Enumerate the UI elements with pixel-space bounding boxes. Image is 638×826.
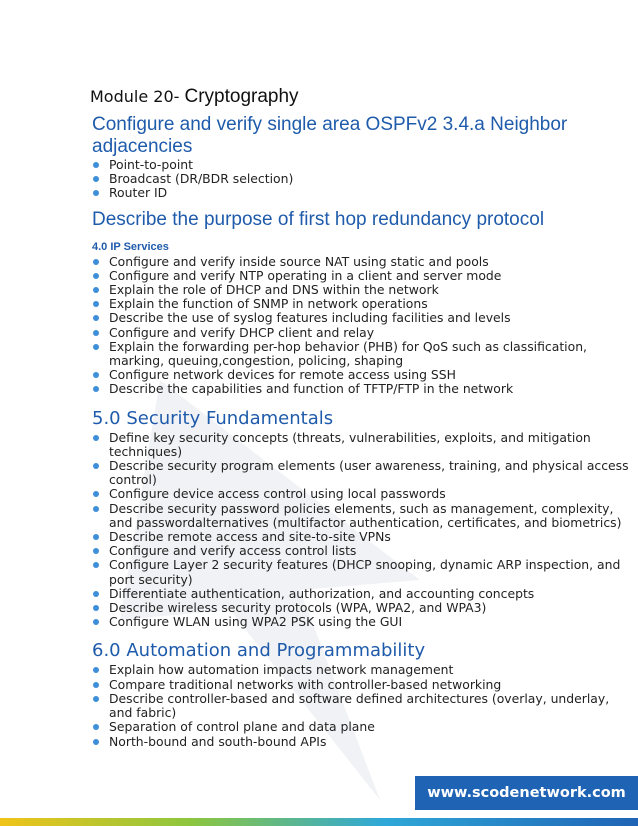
list-item: Configure and verify inside source NAT using static and pools	[92, 255, 636, 269]
footer-gradient-bar	[0, 818, 638, 826]
list-item: Describe the capabilities and function of TFTP/FTP in the network	[92, 382, 636, 396]
list-item: Explain the role of DHCP and DNS within the network	[92, 283, 636, 297]
security-list	[92, 431, 636, 630]
list-item: Compare traditional networks with controller-based networking	[92, 678, 636, 692]
automation-heading: 6.0 Automation and Programmability	[92, 640, 426, 662]
website-link[interactable]: www.scodenetwork.com	[415, 776, 638, 810]
list-item: Differentiate authentication, authorization, and accounting concepts	[92, 587, 636, 601]
ospf-heading: Configure and verify single area OSPFv2 3.4.a Neighbor adjacencies	[92, 114, 568, 157]
list-item: Configure and verify access control lists	[92, 544, 636, 558]
list-item: Describe security password policies elements, such as management, complexity, and passwordalternatives (multifactor authentication, certificates, and biometrics)	[92, 502, 636, 530]
list-item: Configure and verify NTP operating in a client and server mode	[92, 269, 636, 283]
security-heading: 5.0 Security Fundamentals	[92, 407, 334, 429]
list-item: Describe controller-based and software defined architectures (overlay, underlay, and fabric)	[92, 692, 636, 720]
ospf-list	[92, 158, 636, 201]
list-item: Explain the function of SNMP in network operations	[92, 297, 636, 311]
list-item: Configure network devices for remote access using SSH	[92, 368, 636, 382]
list-item: Explain how automation impacts network management	[92, 663, 636, 677]
list-item: Router ID	[92, 186, 636, 200]
document-content	[92, 114, 636, 749]
list-item: Separation of control plane and data plane	[92, 720, 636, 734]
module-topic: Cryptography	[184, 86, 299, 107]
ip-services-list	[92, 255, 636, 397]
list-item: Point-to-point	[92, 158, 636, 172]
list-item: Describe the use of syslog features including facilities and levels	[92, 311, 636, 325]
list-item: North-bound and south-bound APIs	[92, 735, 636, 749]
list-item: Define key security concepts (threats, vulnerabilities, exploits, and mitigation techniques)	[92, 431, 636, 459]
fhrp-heading: Describe the purpose of first hop redundancy protocol	[92, 208, 545, 230]
list-item: Configure and verify DHCP client and relay	[92, 326, 636, 340]
list-item: Describe wireless security protocols (WPA, WPA2, and WPA3)	[92, 601, 636, 615]
list-item: Configure Layer 2 security features (DHCP snooping, dynamic ARP inspection, and port security)	[92, 558, 636, 586]
list-item: Broadcast (DR/BDR selection)	[92, 172, 636, 186]
list-item: Describe security program elements (user awareness, training, and physical access control)	[92, 459, 636, 487]
module-heading	[90, 86, 299, 108]
ip-services-subtitle: 4.0 IP Services	[92, 240, 169, 253]
module-prefix: Module 20-	[90, 87, 180, 106]
list-item: Configure device access control using local passwords	[92, 487, 636, 501]
automation-list	[92, 663, 636, 748]
list-item: Describe remote access and site-to-site VPNs	[92, 530, 636, 544]
list-item: Configure WLAN using WPA2 PSK using the GUI	[92, 615, 636, 629]
list-item: Explain the forwarding per-hop behavior (PHB) for QoS such as classification, marking, queuing,congestion, policing, shaping	[92, 340, 636, 368]
